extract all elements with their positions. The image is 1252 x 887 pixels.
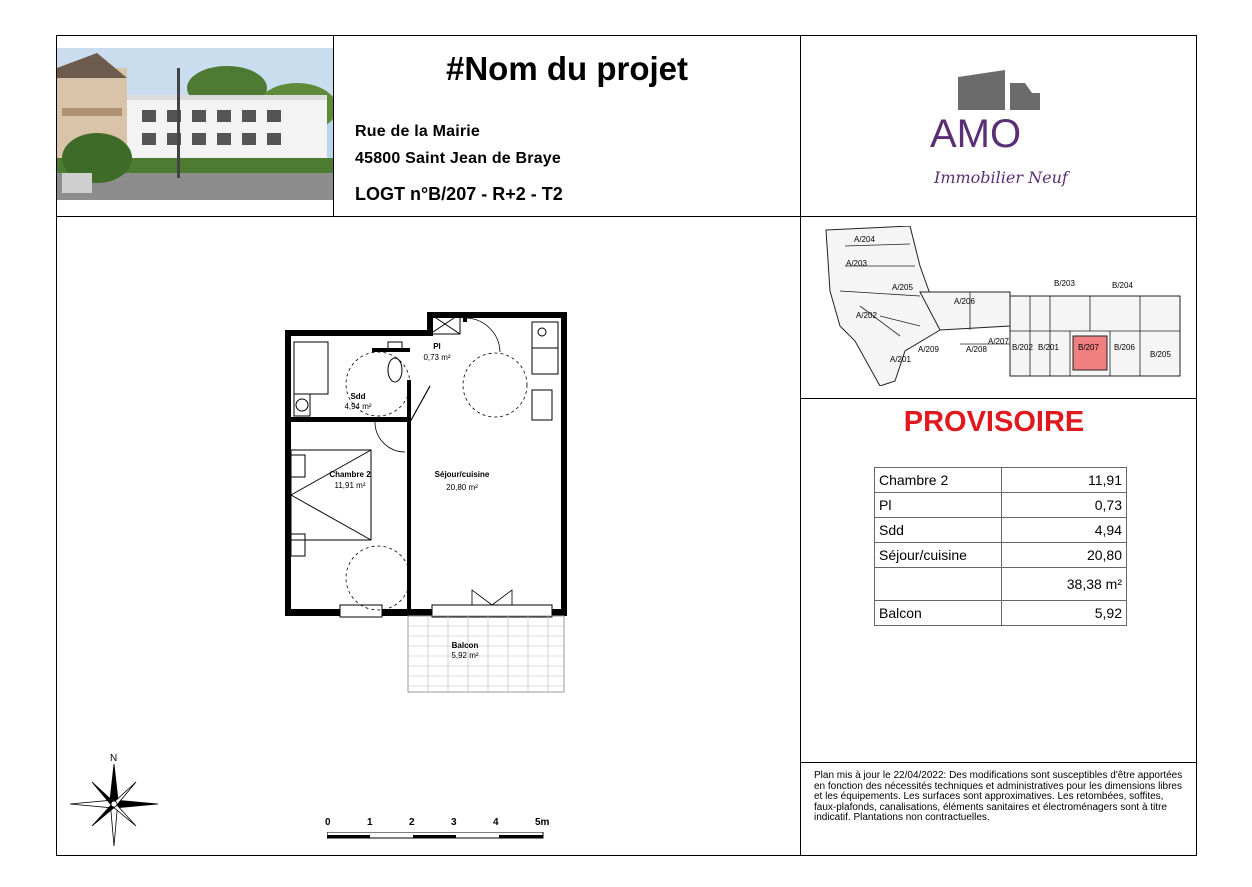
current-lot-highlight [1073, 336, 1107, 370]
scale-tick: 4 [493, 817, 499, 828]
table-row-total [875, 568, 1127, 601]
logo-name: AMO [930, 112, 1022, 156]
keyplan-unit: A/202 [856, 311, 877, 320]
room-area: 0,73 [1002, 493, 1127, 518]
room-area: 4,94 [1002, 518, 1127, 543]
key-plan [820, 226, 1186, 386]
room-area-label: 11,91 m² [334, 481, 366, 490]
keyplan-unit: B/204 [1112, 281, 1133, 290]
address-line-1: Rue de la Mairie [355, 123, 481, 140]
keyplan-unit: A/205 [892, 283, 913, 292]
room-area-label: 5,92 m² [451, 651, 479, 660]
keyplan-unit: B/207 [1078, 343, 1099, 352]
room-area: 5,92 [1002, 601, 1127, 626]
keyplan-unit: A/204 [854, 235, 875, 244]
table-row [875, 543, 1127, 568]
room-area-label: 0,73 m² [423, 353, 451, 362]
table-row [875, 468, 1127, 493]
room-name: Sdd [875, 518, 1002, 543]
amo-logo [920, 65, 1080, 195]
room-name: Chambre 2 [875, 468, 1002, 493]
scale-graduation [327, 832, 545, 840]
room-name: Pl [875, 493, 1002, 518]
room-label: Sdd [350, 392, 366, 401]
scale-tick: 1 [367, 817, 373, 828]
keyplan-unit: B/201 [1038, 343, 1059, 352]
keyplan-unit: A/207 [988, 337, 1009, 346]
table-row [875, 518, 1127, 543]
room-area: 11,91 [1002, 468, 1127, 493]
table-row [875, 601, 1127, 626]
keyplan-unit: A/206 [954, 297, 975, 306]
keyplan-unit: A/201 [890, 355, 911, 364]
keyplan-unit: A/209 [918, 345, 939, 354]
scale-tick: 0 [325, 817, 331, 828]
keyplan-unit: B/205 [1150, 350, 1171, 359]
room-area-label: 4,94 m² [344, 402, 372, 411]
keyplan-unit: A/208 [966, 345, 987, 354]
floor-plan [270, 300, 590, 700]
room-name: Balcon [875, 601, 1002, 626]
lot-reference: LOGT n°B/207 - R+2 - T2 [355, 184, 563, 204]
note-top-line [800, 762, 1197, 763]
building-icon [958, 70, 1040, 110]
building-photo [57, 48, 333, 200]
surface-table [874, 467, 1127, 626]
keyplan-unit: B/203 [1054, 279, 1075, 288]
scale-tick: 2 [409, 817, 415, 828]
disclaimer-note: Plan mis à jour le 22/04/2022: Des modifications sont susceptibles d'être apportées en fonction des nécessités techniques et administratives pour les dimensions libres et les équipements. Les surfaces sont approximatives. Les retombées, soffites, faux-plafonds, canalisations, éléments sanitaires et électroménagers sont à titre indicatif. Plantations non contractuelles. [814, 770, 1183, 823]
room-name: Séjour/cuisine [875, 543, 1002, 568]
logo-tagline: Immobilier Neuf [934, 168, 1068, 187]
address-line-2: 45800 Saint Jean de Braye [355, 150, 562, 167]
compass-rose [68, 750, 160, 850]
table-row [875, 493, 1127, 518]
status-label: PROVISOIRE [903, 406, 1085, 438]
amo-logo-graphic [920, 65, 1080, 195]
keyplan-unit: B/202 [1012, 343, 1033, 352]
keyplan-unit: A/203 [846, 259, 867, 268]
room-label: Balcon [451, 641, 479, 650]
total-label [875, 568, 1002, 601]
project-title: #Nom du projet [445, 50, 688, 87]
total-area: 38,38 m² [1002, 568, 1127, 601]
room-area: 20,80 [1002, 543, 1127, 568]
room-area-label: 20,80 m² [446, 483, 478, 492]
column-divider [800, 35, 801, 856]
header-bottom-line [56, 216, 1197, 217]
keyplan-bottom-line [800, 398, 1197, 399]
room-label: Séjour/cuisine [434, 470, 490, 479]
room-label: Pl [433, 342, 441, 351]
scale-tick: 3 [451, 817, 457, 828]
keyplan-unit: B/206 [1114, 343, 1135, 352]
north-label: N [110, 753, 118, 764]
scale-tick: 5m [535, 817, 550, 828]
room-label: Chambre 2 [329, 470, 371, 479]
